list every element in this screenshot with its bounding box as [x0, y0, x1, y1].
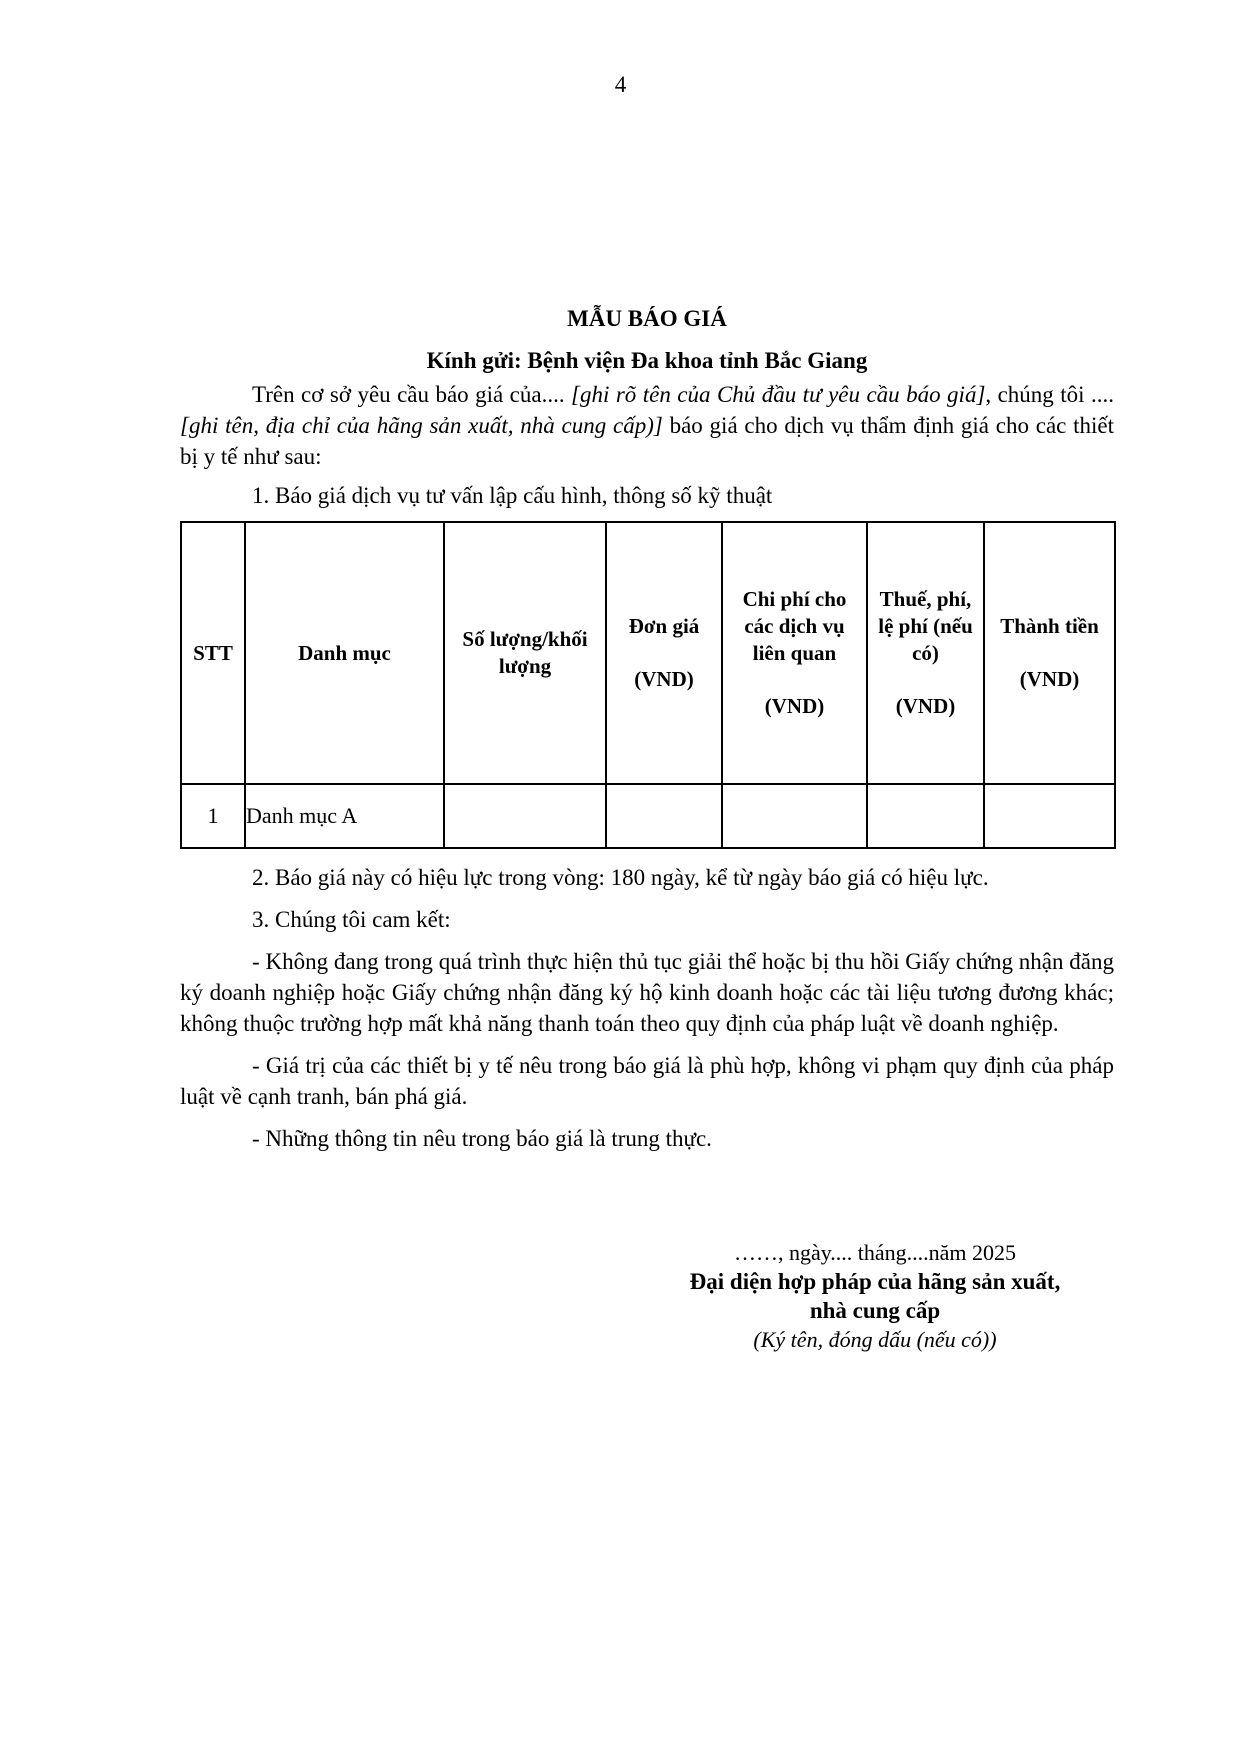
- cell-related-cost: [722, 784, 867, 848]
- header-tax: [867, 522, 984, 784]
- header-unit-price-currency: (VND): [634, 667, 694, 691]
- header-stt: STT: [181, 522, 245, 784]
- table-row: [181, 784, 1115, 848]
- section-3-heading: 3. Chúng tôi cam kết:: [252, 907, 451, 932]
- cell-tax: [867, 784, 984, 848]
- cell-total: [984, 784, 1115, 848]
- header-total: [984, 522, 1115, 784]
- cell-category: Danh mục A: [245, 784, 444, 848]
- intro-text-1: Trên cơ sở yêu cầu báo giá của....: [252, 382, 572, 407]
- header-quantity: Số lượng/khối lượng: [444, 522, 606, 784]
- page-number: 4: [614, 72, 627, 97]
- commitment-item: - Không đang trong quá trình thực hiện thủ tục giải thể hoặc bị thu hồi Giấy chứng nhận đăng ký doanh nghiệp hoặc Giấy chứng nhận đăng ký hộ kinh doanh hoặc các tài liệu tương đương khác; không thuộc trường hợp mất khả năng thanh toán theo quy định của pháp luật về doanh nghiệp.: [180, 949, 1114, 1036]
- intro-placeholder-owner: [ghi rõ tên của Chủ đầu tư yêu cầu báo giá]: [571, 382, 986, 407]
- signature-note: (Ký tên, đóng dấu (nếu có)): [753, 1327, 997, 1352]
- commitment-item: - Giá trị của các thiết bị y tế nêu trong báo giá là phù hợp, không vi phạm quy định của pháp luật về cạnh tranh, bán phá giá.: [180, 1053, 1114, 1109]
- header-related-cost: [722, 522, 867, 784]
- quote-table: [180, 521, 1116, 849]
- intro-text-3: báo giá cho dịch vụ thẩm định giá cho các thiết bị y tế như sau:: [180, 413, 1114, 469]
- header-tax-label: Thuế, phí, lệ phí (nếu có): [878, 587, 973, 665]
- section-1-heading: 1. Báo giá dịch vụ tư vấn lập cấu hình, thông số kỹ thuật: [252, 483, 773, 508]
- commitment-item: - Những thông tin nêu trong báo giá là trung thực.: [252, 1126, 712, 1151]
- cell-quantity: [444, 784, 606, 848]
- cell-unit-price: [606, 784, 722, 848]
- table-header-row: [181, 522, 1115, 784]
- header-tax-currency: (VND): [895, 694, 956, 718]
- header-related-cost-currency: (VND): [764, 694, 825, 718]
- signature-block: [640, 1238, 1110, 1354]
- section-2-validity: 2. Báo giá này có hiệu lực trong vòng: 180 ngày, kể từ ngày báo giá có hiệu lực.: [252, 865, 989, 890]
- cell-stt: 1: [181, 784, 245, 848]
- intro-text-2: , chúng tôi ....: [985, 382, 1114, 407]
- document-body: [180, 305, 1114, 1154]
- signature-date-line: ……, ngày.... tháng....năm 2025: [733, 1240, 1017, 1265]
- header-unit-price: [606, 522, 722, 784]
- header-related-cost-label: Chi phí cho các dịch vụ liên quan: [742, 587, 847, 665]
- header-unit-price-label: Đơn giá: [628, 614, 700, 638]
- intro-placeholder-supplier: [ghi tên, địa chỉ của hãng sản xuất, nhà cung cấp)]: [180, 413, 663, 438]
- header-total-label: Thành tiền: [1000, 614, 1099, 638]
- signature-role-line-2: nhà cung cấp: [809, 1298, 941, 1323]
- intro-paragraph: [180, 379, 1114, 472]
- header-category: Danh mục: [245, 522, 444, 784]
- recipient-line: Kính gửi: Bệnh viện Đa khoa tỉnh Bắc Giang: [426, 348, 868, 373]
- header-total-currency: (VND): [1019, 667, 1080, 691]
- signature-role-line-1: Đại diện hợp pháp của hãng sản xuất,: [689, 1269, 1061, 1294]
- document-title: MẪU BÁO GIÁ: [567, 306, 727, 331]
